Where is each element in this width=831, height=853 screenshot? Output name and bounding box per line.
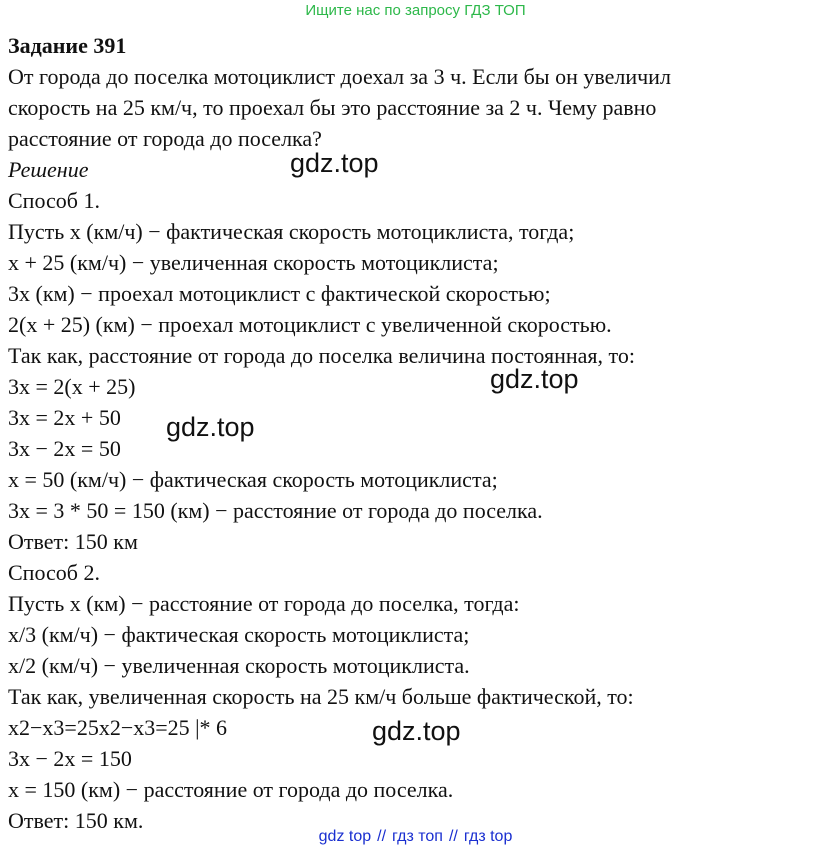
method2-line: х/3 (км/ч) − фактическая скорость мотоциклиста; [8, 622, 470, 647]
method2-equation: 3х − 2х = 150 [8, 746, 132, 771]
footer-link[interactable]: gdz top [318, 828, 372, 845]
method2-line: Пусть х (км) − расстояние от города до поселка, тогда: [8, 591, 520, 616]
footer-separator: // [377, 828, 387, 845]
method1-line: 3х = 3 * 50 = 150 (км) − расстояние от города до поселка. [8, 498, 543, 523]
problem-line: скорость на 25 км/ч, то проехал бы это расстояние за 2 ч. Чему равно [8, 95, 657, 120]
method1-answer: Ответ: 150 км [8, 529, 138, 554]
method2-line: х = 150 (км) − расстояние от города до поселка. [8, 777, 454, 802]
method2-equation: x2−x3=25x2−x3=25 |* 6 [8, 715, 228, 740]
method2-line: Так как, увеличенная скорость на 25 км/ч больше фактической, то: [8, 684, 634, 709]
method1-equation: 3х = 2х + 50 [8, 405, 121, 430]
method1-line: Так как, расстояние от города до поселка величина постоянная, то: [8, 343, 635, 368]
problem-line: расстояние от города до поселка? [8, 126, 322, 151]
method1-line: Пусть х (км/ч) − фактическая скорость мотоциклиста, тогда; [8, 219, 575, 244]
watermark: gdz.top [372, 716, 461, 746]
footer-separator: // [448, 828, 458, 845]
task-title: Задание 391 [8, 33, 127, 58]
method1-equation: 3х − 2х = 50 [8, 436, 121, 461]
search-banner[interactable]: Ищите нас по запросу ГДЗ ТОП [305, 2, 526, 19]
method2-answer: Ответ: 150 км. [8, 808, 144, 833]
method1-line: 3х (км) − проехал мотоциклист с фактической скоростью; [8, 281, 551, 306]
method1-heading: Способ 1. [8, 188, 100, 213]
method2-heading: Способ 2. [8, 560, 100, 585]
solution-label: Решение [8, 157, 89, 182]
method1-equation: 3х = 2(х + 25) [8, 374, 136, 399]
footer-link[interactable]: гдз топ [392, 828, 443, 845]
problem-line: От города до поселка мотоциклист доехал за 3 ч. Если бы он увеличил [8, 64, 671, 89]
footer-link[interactable]: гдз top [463, 828, 513, 845]
method1-line: 2(х + 25) (км) − проехал мотоциклист с увеличенной скоростью. [8, 312, 612, 337]
method2-line: х/2 (км/ч) − увеличенная скорость мотоциклиста. [8, 653, 470, 678]
method1-line: х + 25 (км/ч) − увеличенная скорость мотоциклиста; [8, 250, 499, 275]
footer-links [0, 826, 831, 848]
watermark: gdz.top [490, 364, 579, 394]
watermark: gdz.top [290, 148, 379, 178]
watermark: gdz.top [166, 412, 255, 442]
method1-line: х = 50 (км/ч) − фактическая скорость мотоциклиста; [8, 467, 498, 492]
